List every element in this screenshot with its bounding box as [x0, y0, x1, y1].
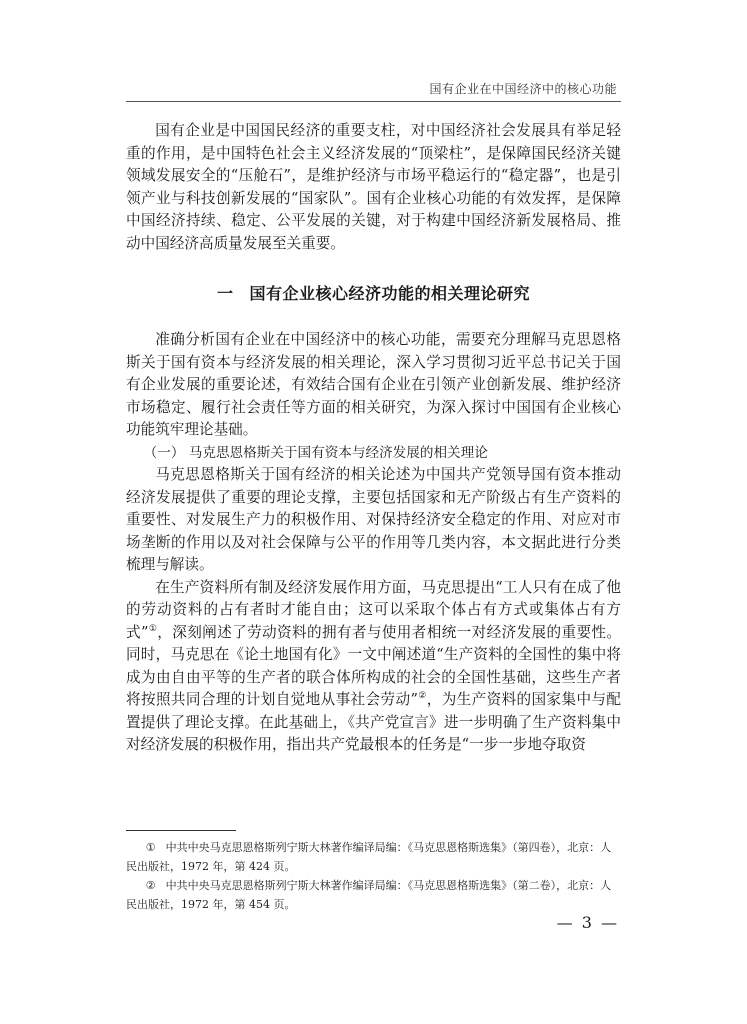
footnote-2-mark: ②	[145, 879, 156, 892]
paragraph-3: 马克思恩格斯关于国有经济的相关论述为中国共产党领导国有资本推动经济发展提供了重要的理论支撑，主要包括国家和无产阶级占有生产资料的重要性、对发展生产力的积极作用、对保持经济安全稳定的作用、对应对市场垄断的作用以及对社会保障与公平的作用等几类内容，本文据此进行分类梳理与解读。	[126, 466, 621, 573]
footnotes	[126, 838, 621, 914]
body-text	[126, 120, 621, 757]
section-intro-paragraph: 准确分析国有企业在中国经济中的核心功能，需要充分理解马克思恩格斯关于国有资本与经济发展的相关理论，深入学习贯彻习近平总书记关于国有企业发展的重要论述，有效结合国有企业在引领产业创新发展、维护经济市场稳定、履行社会责任等方面的相关研究，为深入探讨中国国有企业核心功能筑牢理论基础。	[126, 331, 621, 438]
paragraph-4-part-3: ，为生产资料的国家集中与配置提供了理论支撑。在此基础上，《共产党宣言》进一步明确了生产资料集中对经济发展的积极作用，指出共产党最根本的任务是“一步一步地夺取资	[126, 691, 621, 753]
footnote-ref-2[interactable]: ②	[417, 691, 427, 702]
header-rule	[126, 101, 621, 102]
footnote-1	[126, 838, 621, 876]
section-title: 国有企业核心经济功能的相关理论研究	[249, 284, 531, 303]
section-heading	[126, 281, 621, 304]
running-header: 国有企业在中国经济中的核心功能	[429, 82, 617, 96]
footnote-ref-1[interactable]: ①	[148, 623, 158, 634]
paragraph-4	[126, 577, 621, 757]
footnote-2-text: 中共中央马克思恩格斯列宁斯大林著作编译局编：《马克思恩格斯选集》（第二卷），北京：人民出版社，1972 年，第 454 页。	[126, 879, 612, 911]
footnote-rule	[126, 830, 236, 831]
footnote-1-text: 中共中央马克思恩格斯列宁斯大林著作编译局编：《马克思恩格斯选集》（第四卷），北京：人民出版社，1972 年，第 424 页。	[126, 841, 612, 873]
intro-paragraph: 国有企业是中国国民经济的重要支柱，对中国经济社会发展具有举足轻重的作用，是中国特色社会主义经济发展的“顶梁柱”，是保障国民经济关键领域发展安全的“压舱石”，是维护经济与市场平稳运行的“稳定器”，也是引领产业与科技创新发展的“国家队”。国有企业核心功能的有效发挥，是保障中国经济持续、稳定、公平发展的关键，对于构建中国经济新发展格局、推动中国经济高质量发展至关重要。	[126, 122, 621, 252]
page-number: — 3 —	[556, 913, 619, 932]
subsection-heading: （一） 马克思恩格斯关于国有资本与经济发展的相关理论	[143, 444, 488, 461]
paragraph-4-part-1: 在生产资料所有制及经济发展作用方面，马克思提出“工人只有在成了他的劳动资料的占有者时才能自由；这可以采取个体占有方式或集体占有方式”	[126, 578, 621, 641]
paragraph-4-part-2: ，深刻阐述了劳动资料的拥有者与使用者相统一对经济发展的重要性。同时，马克思在《论土地国有化》一文中阐述道“生产资料的全国性的集中将成为由自由平等的生产者的联合体所构成的社会的全国性基础，这些生产者将按照共同合理的计划自觉地从事社会劳动”	[126, 623, 621, 708]
footnote-2	[126, 876, 621, 914]
section-number: 一	[216, 284, 234, 303]
footnote-1-mark: ①	[145, 841, 156, 854]
